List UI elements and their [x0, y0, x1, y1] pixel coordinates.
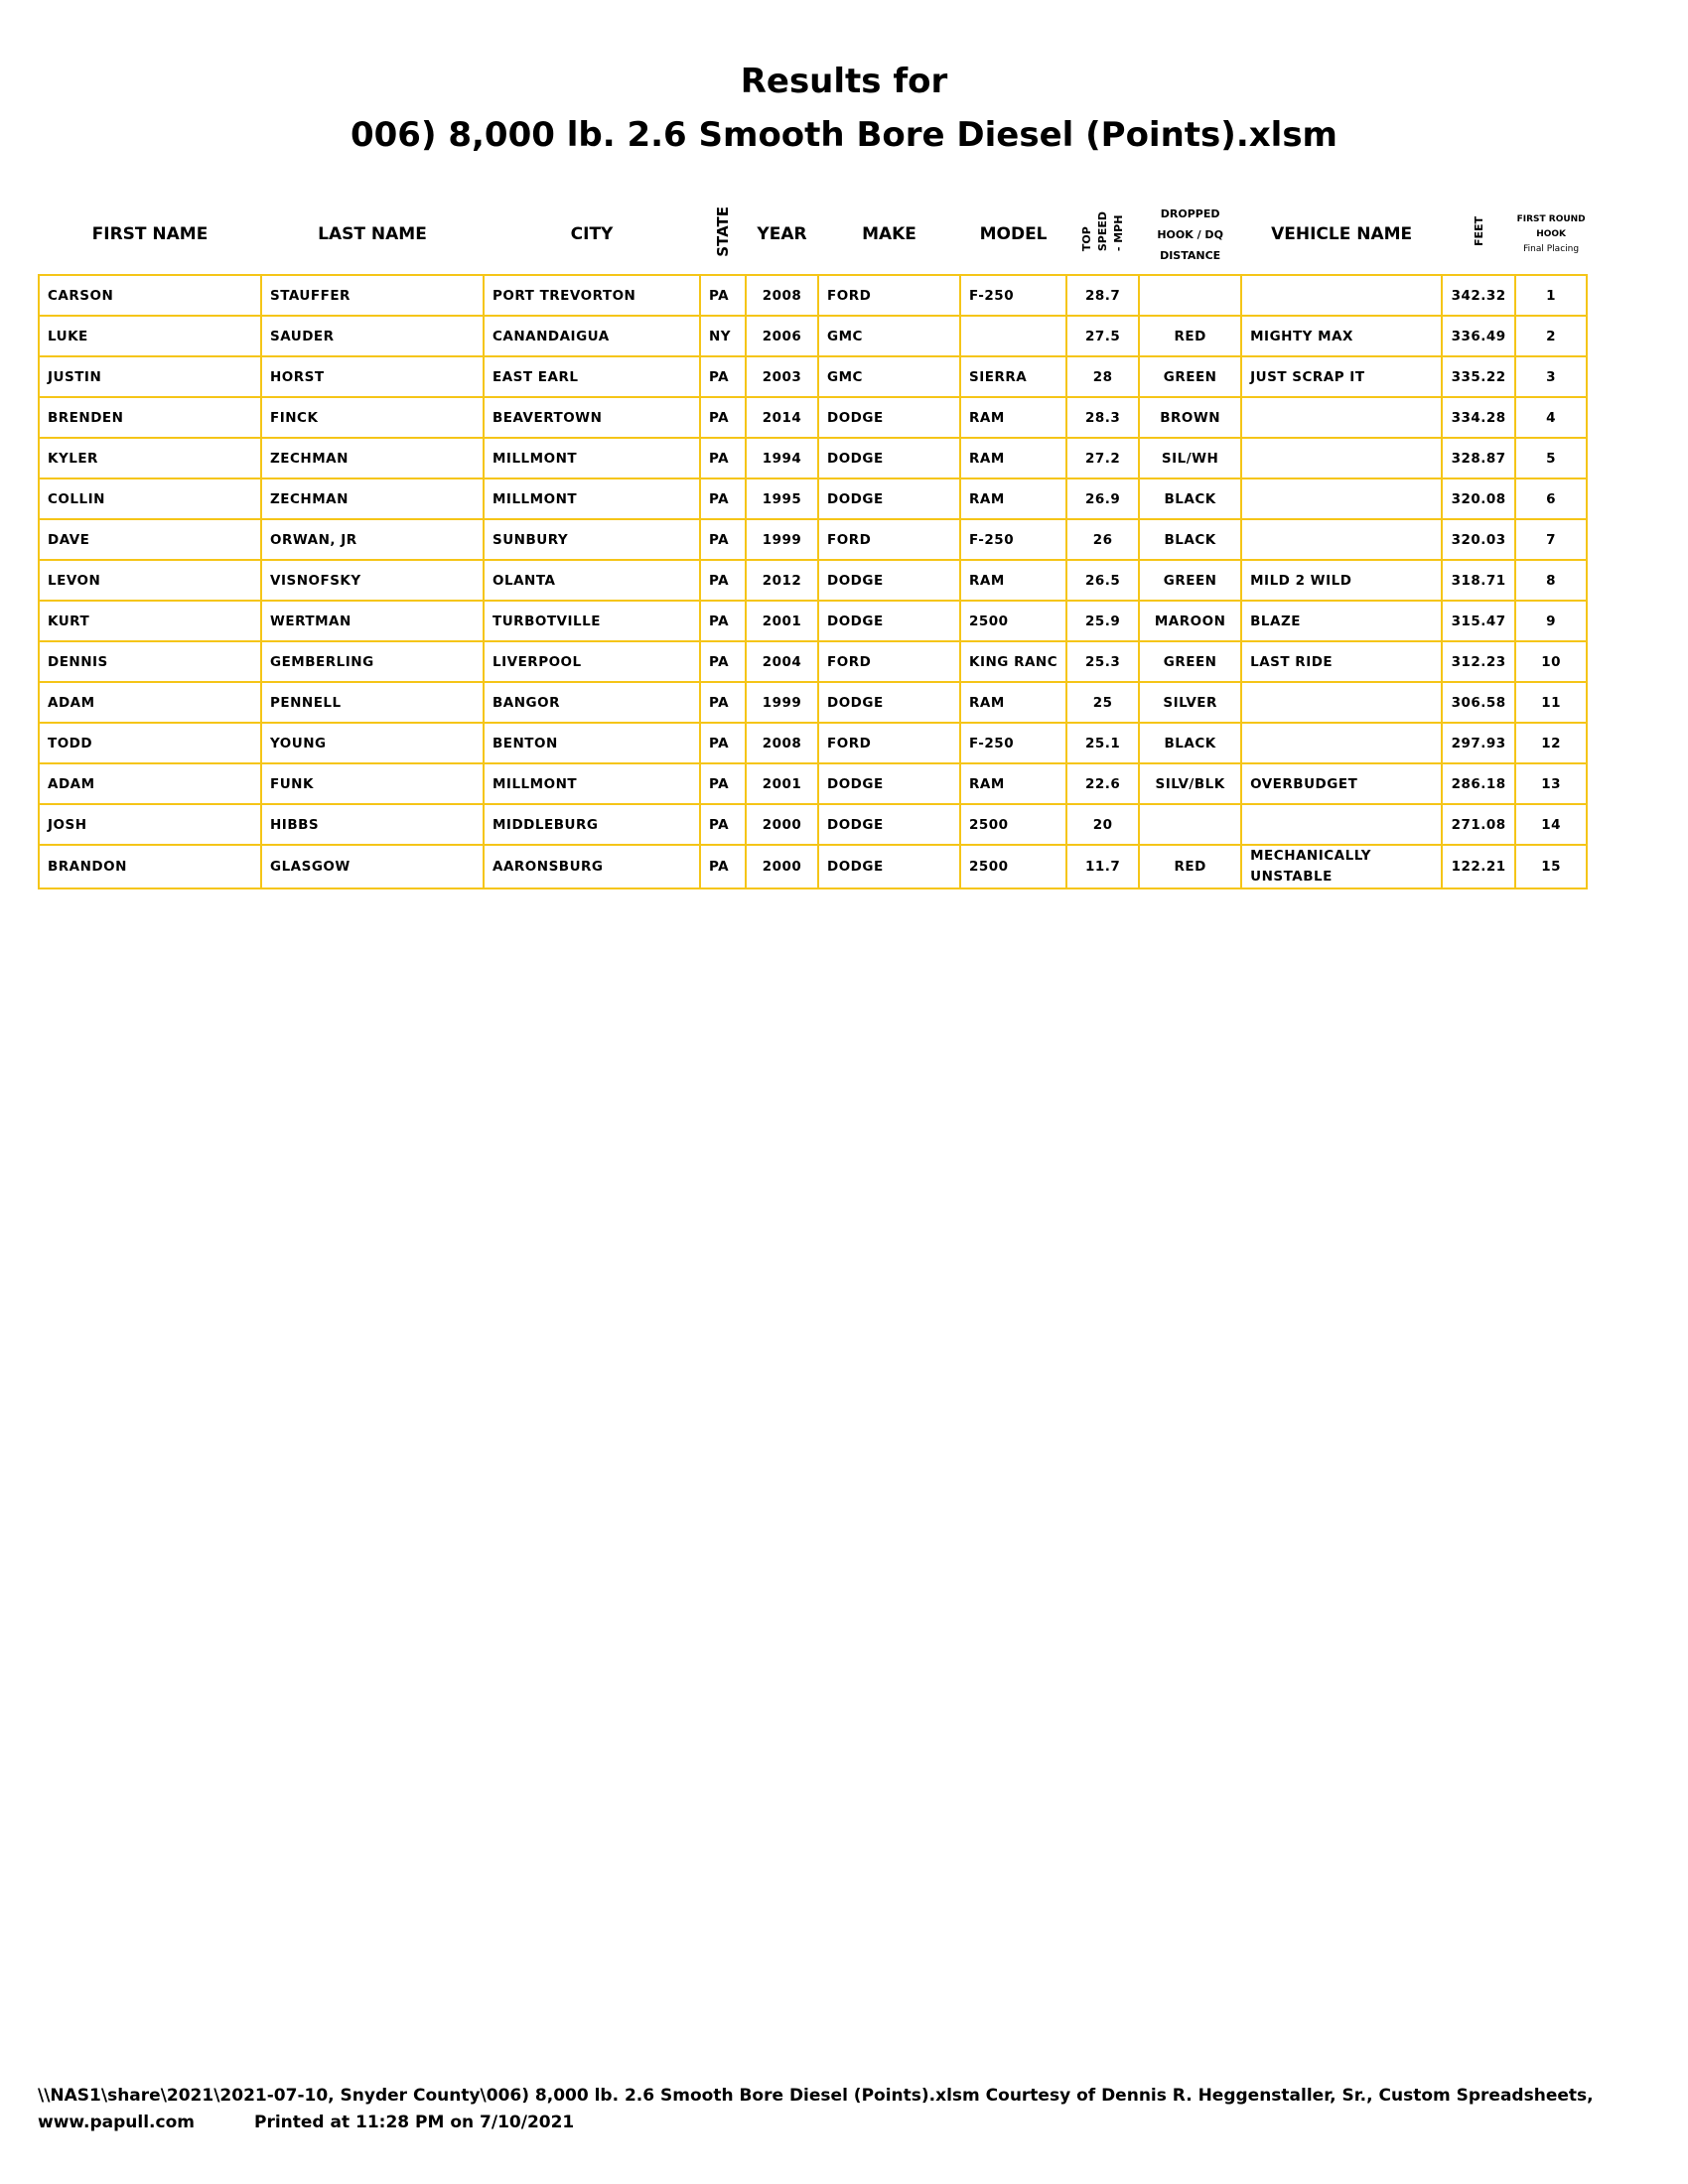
cell-top-speed: 26.5	[1066, 560, 1139, 601]
cell-make: DODGE	[818, 397, 960, 438]
cell-feet: 320.03	[1442, 519, 1515, 560]
table-row	[39, 560, 1587, 601]
cell-make: GMC	[818, 316, 960, 356]
table-row	[39, 397, 1587, 438]
cell-model: RAM	[960, 763, 1066, 804]
cell-year: 2003	[746, 356, 818, 397]
col-vehicle-name: VEHICLE NAME	[1271, 224, 1413, 244]
cell-last-name: PENNELL	[261, 682, 484, 723]
col-last-name: LAST NAME	[318, 224, 427, 244]
cell-first-name: BRANDON	[39, 845, 261, 888]
cell-dropped: RED	[1139, 316, 1241, 356]
footer-printed: Printed at 11:28 PM on 7/10/2021	[253, 2113, 575, 2132]
cell-state: PA	[700, 723, 746, 763]
col-placing-l1: FIRST ROUND	[1516, 213, 1586, 224]
cell-dropped: BLACK	[1139, 519, 1241, 560]
cell-make: DODGE	[818, 763, 960, 804]
cell-feet: 315.47	[1442, 601, 1515, 641]
cell-last-name: STAUFFER	[261, 275, 484, 316]
col-feet	[1442, 195, 1515, 275]
cell-vehicle-name: LAST RIDE	[1241, 641, 1442, 682]
cell-last-name: FUNK	[261, 763, 484, 804]
cell-last-name: FINCK	[261, 397, 484, 438]
cell-city: BENTON	[484, 723, 700, 763]
cell-city: AARONSBURG	[484, 845, 700, 888]
cell-first-name: JUSTIN	[39, 356, 261, 397]
cell-placing: 8	[1515, 560, 1587, 601]
cell-feet: 122.21	[1442, 845, 1515, 888]
cell-make: GMC	[818, 356, 960, 397]
col-city: CITY	[570, 224, 614, 244]
cell-vehicle-name: JUST SCRAP IT	[1241, 356, 1442, 397]
cell-year: 2006	[746, 316, 818, 356]
footer-path: \\NAS1\share\2021\2021-07-10, Snyder County\006) 8,000 lb. 2.6 Smooth Bore Diesel (Points).xlsm Courtesy of Dennis R. Heggenstaller, Sr., Custom Spreadsheets,	[38, 2086, 1594, 2106]
cell-state: PA	[700, 845, 746, 888]
col-dropped	[1139, 195, 1241, 275]
cell-model: RAM	[960, 397, 1066, 438]
cell-feet: 306.58	[1442, 682, 1515, 723]
cell-city: MILLMONT	[484, 438, 700, 478]
cell-top-speed: 11.7	[1066, 845, 1139, 888]
footer-site: www.papull.com	[38, 2113, 195, 2132]
cell-model: RAM	[960, 560, 1066, 601]
table-row	[39, 723, 1587, 763]
cell-vehicle-name: MECHANICALLY UNSTABLE	[1241, 845, 1442, 888]
col-dropped-l3: DISTANCE	[1160, 248, 1221, 262]
cell-dropped: GREEN	[1139, 641, 1241, 682]
cell-placing: 6	[1515, 478, 1587, 519]
col-state	[700, 195, 746, 275]
table-row	[39, 356, 1587, 397]
cell-make: FORD	[818, 723, 960, 763]
cell-last-name: ZECHMAN	[261, 478, 484, 519]
cell-first-name: TODD	[39, 723, 261, 763]
cell-last-name: HORST	[261, 356, 484, 397]
cell-model: RAM	[960, 682, 1066, 723]
cell-make: DODGE	[818, 601, 960, 641]
cell-last-name: SAUDER	[261, 316, 484, 356]
cell-year: 2008	[746, 723, 818, 763]
cell-year: 2001	[746, 763, 818, 804]
cell-top-speed: 26	[1066, 519, 1139, 560]
cell-state: PA	[700, 682, 746, 723]
cell-year: 2014	[746, 397, 818, 438]
cell-placing: 9	[1515, 601, 1587, 641]
cell-dropped: BLACK	[1139, 723, 1241, 763]
table-row	[39, 478, 1587, 519]
cell-model: 2500	[960, 804, 1066, 845]
cell-first-name: CARSON	[39, 275, 261, 316]
cell-last-name: ORWAN, JR	[261, 519, 484, 560]
cell-make: DODGE	[818, 804, 960, 845]
cell-city: EAST EARL	[484, 356, 700, 397]
cell-city: BEAVERTOWN	[484, 397, 700, 438]
cell-state: PA	[700, 275, 746, 316]
cell-state: PA	[700, 438, 746, 478]
cell-state: PA	[700, 397, 746, 438]
cell-last-name: GEMBERLING	[261, 641, 484, 682]
col-dropped-l2: HOOK / DQ	[1157, 227, 1223, 241]
cell-first-name: DENNIS	[39, 641, 261, 682]
cell-year: 2001	[746, 601, 818, 641]
cell-top-speed: 27.2	[1066, 438, 1139, 478]
cell-model: F-250	[960, 275, 1066, 316]
page-title: Results for	[740, 62, 948, 101]
cell-feet: 336.49	[1442, 316, 1515, 356]
cell-vehicle-name	[1241, 723, 1442, 763]
cell-feet: 320.08	[1442, 478, 1515, 519]
cell-first-name: ADAM	[39, 682, 261, 723]
cell-dropped	[1139, 275, 1241, 316]
cell-top-speed: 20	[1066, 804, 1139, 845]
cell-make: DODGE	[818, 682, 960, 723]
cell-dropped: MAROON	[1139, 601, 1241, 641]
cell-vehicle-name	[1241, 682, 1442, 723]
cell-year: 2004	[746, 641, 818, 682]
cell-make: FORD	[818, 275, 960, 316]
cell-placing: 10	[1515, 641, 1587, 682]
cell-feet: 328.87	[1442, 438, 1515, 478]
cell-placing: 11	[1515, 682, 1587, 723]
table-row	[39, 438, 1587, 478]
cell-city: TURBOTVILLE	[484, 601, 700, 641]
cell-dropped: SILVER	[1139, 682, 1241, 723]
results-body	[39, 275, 1587, 888]
cell-dropped: GREEN	[1139, 560, 1241, 601]
cell-model	[960, 316, 1066, 356]
cell-placing: 2	[1515, 316, 1587, 356]
cell-year: 1999	[746, 682, 818, 723]
cell-state: PA	[700, 641, 746, 682]
col-feet-label: FEET	[1472, 216, 1485, 247]
cell-model: RAM	[960, 438, 1066, 478]
footer	[38, 2083, 1666, 2136]
cell-placing: 12	[1515, 723, 1587, 763]
cell-placing: 7	[1515, 519, 1587, 560]
col-top-speed-l1: TOP	[1079, 226, 1093, 252]
cell-city: BANGOR	[484, 682, 700, 723]
col-first-name: FIRST NAME	[91, 224, 209, 244]
cell-city: SUNBURY	[484, 519, 700, 560]
cell-model: F-250	[960, 723, 1066, 763]
cell-placing: 4	[1515, 397, 1587, 438]
cell-model: RAM	[960, 478, 1066, 519]
cell-feet: 318.71	[1442, 560, 1515, 601]
col-model: MODEL	[979, 224, 1048, 244]
cell-first-name: BRENDEN	[39, 397, 261, 438]
table-row	[39, 316, 1587, 356]
cell-year: 2000	[746, 804, 818, 845]
cell-state: PA	[700, 519, 746, 560]
cell-top-speed: 25.1	[1066, 723, 1139, 763]
cell-city: MILLMONT	[484, 478, 700, 519]
cell-placing: 13	[1515, 763, 1587, 804]
cell-make: DODGE	[818, 560, 960, 601]
col-top-speed-l3: - MPH	[1111, 214, 1125, 252]
table-row	[39, 519, 1587, 560]
cell-first-name: KYLER	[39, 438, 261, 478]
cell-top-speed: 27.5	[1066, 316, 1139, 356]
cell-state: PA	[700, 478, 746, 519]
table-row	[39, 763, 1587, 804]
table-row	[39, 682, 1587, 723]
cell-first-name: LUKE	[39, 316, 261, 356]
cell-state: PA	[700, 763, 746, 804]
cell-make: DODGE	[818, 478, 960, 519]
cell-feet: 312.23	[1442, 641, 1515, 682]
table-row	[39, 275, 1587, 316]
cell-dropped: BLACK	[1139, 478, 1241, 519]
cell-first-name: DAVE	[39, 519, 261, 560]
header-row	[39, 195, 1587, 275]
cell-feet: 334.28	[1442, 397, 1515, 438]
cell-first-name: KURT	[39, 601, 261, 641]
cell-vehicle-name: MIGHTY MAX	[1241, 316, 1442, 356]
cell-feet: 342.32	[1442, 275, 1515, 316]
cell-vehicle-name: MILD 2 WILD	[1241, 560, 1442, 601]
table-row	[39, 641, 1587, 682]
cell-city: LIVERPOOL	[484, 641, 700, 682]
cell-feet: 335.22	[1442, 356, 1515, 397]
col-placing	[1515, 195, 1587, 275]
cell-dropped: RED	[1139, 845, 1241, 888]
cell-vehicle-name	[1241, 804, 1442, 845]
cell-last-name: VISNOFSKY	[261, 560, 484, 601]
cell-vehicle-name	[1241, 275, 1442, 316]
cell-first-name: LEVON	[39, 560, 261, 601]
cell-placing: 5	[1515, 438, 1587, 478]
cell-placing: 15	[1515, 845, 1587, 888]
cell-top-speed: 25.9	[1066, 601, 1139, 641]
cell-city: MILLMONT	[484, 763, 700, 804]
cell-first-name: JOSH	[39, 804, 261, 845]
cell-year: 1995	[746, 478, 818, 519]
cell-year: 2008	[746, 275, 818, 316]
cell-vehicle-name: OVERBUDGET	[1241, 763, 1442, 804]
cell-feet: 286.18	[1442, 763, 1515, 804]
cell-placing: 1	[1515, 275, 1587, 316]
cell-state: PA	[700, 356, 746, 397]
cell-city: OLANTA	[484, 560, 700, 601]
cell-city: MIDDLEBURG	[484, 804, 700, 845]
cell-top-speed: 22.6	[1066, 763, 1139, 804]
table-row	[39, 845, 1587, 888]
cell-model: F-250	[960, 519, 1066, 560]
cell-dropped: SILV/BLK	[1139, 763, 1241, 804]
cell-make: DODGE	[818, 438, 960, 478]
cell-first-name: ADAM	[39, 763, 261, 804]
col-top-speed-l2: SPEED	[1095, 211, 1109, 252]
col-placing-l3: Final Placing	[1523, 243, 1580, 254]
cell-vehicle-name	[1241, 519, 1442, 560]
col-dropped-l1: DROPPED	[1160, 206, 1220, 220]
cell-year: 1999	[746, 519, 818, 560]
page-subtitle: 006) 8,000 lb. 2.6 Smooth Bore Diesel (Points).xlsm	[350, 115, 1337, 155]
cell-first-name: COLLIN	[39, 478, 261, 519]
cell-make: FORD	[818, 641, 960, 682]
cell-feet: 297.93	[1442, 723, 1515, 763]
cell-last-name: HIBBS	[261, 804, 484, 845]
col-make: MAKE	[862, 224, 916, 244]
cell-last-name: GLASGOW	[261, 845, 484, 888]
cell-state: PA	[700, 804, 746, 845]
cell-year: 1994	[746, 438, 818, 478]
col-placing-l2: HOOK	[1536, 228, 1567, 239]
cell-top-speed: 28	[1066, 356, 1139, 397]
cell-model: 2500	[960, 845, 1066, 888]
cell-model: 2500	[960, 601, 1066, 641]
cell-top-speed: 28.3	[1066, 397, 1139, 438]
cell-model: KING RANC	[960, 641, 1066, 682]
cell-feet: 271.08	[1442, 804, 1515, 845]
cell-last-name: WERTMAN	[261, 601, 484, 641]
cell-year: 2000	[746, 845, 818, 888]
cell-placing: 3	[1515, 356, 1587, 397]
cell-placing: 14	[1515, 804, 1587, 845]
col-year: YEAR	[757, 224, 807, 244]
results-table	[38, 195, 1588, 889]
cell-make: FORD	[818, 519, 960, 560]
cell-city: PORT TREVORTON	[484, 275, 700, 316]
cell-top-speed: 25.3	[1066, 641, 1139, 682]
cell-city: CANANDAIGUA	[484, 316, 700, 356]
cell-state: PA	[700, 560, 746, 601]
cell-vehicle-name	[1241, 438, 1442, 478]
cell-vehicle-name	[1241, 397, 1442, 438]
cell-dropped: SIL/WH	[1139, 438, 1241, 478]
cell-top-speed: 26.9	[1066, 478, 1139, 519]
table-row	[39, 804, 1587, 845]
cell-vehicle-name: BLAZE	[1241, 601, 1442, 641]
cell-model: SIERRA	[960, 356, 1066, 397]
cell-state: PA	[700, 601, 746, 641]
col-top-speed	[1066, 195, 1139, 275]
cell-top-speed: 28.7	[1066, 275, 1139, 316]
col-state-label: STATE	[714, 206, 732, 257]
cell-year: 2012	[746, 560, 818, 601]
cell-last-name: ZECHMAN	[261, 438, 484, 478]
cell-state: NY	[700, 316, 746, 356]
cell-dropped: GREEN	[1139, 356, 1241, 397]
table-row	[39, 601, 1587, 641]
cell-make: DODGE	[818, 845, 960, 888]
cell-vehicle-name	[1241, 478, 1442, 519]
cell-top-speed: 25	[1066, 682, 1139, 723]
cell-dropped: BROWN	[1139, 397, 1241, 438]
cell-dropped	[1139, 804, 1241, 845]
cell-last-name: YOUNG	[261, 723, 484, 763]
